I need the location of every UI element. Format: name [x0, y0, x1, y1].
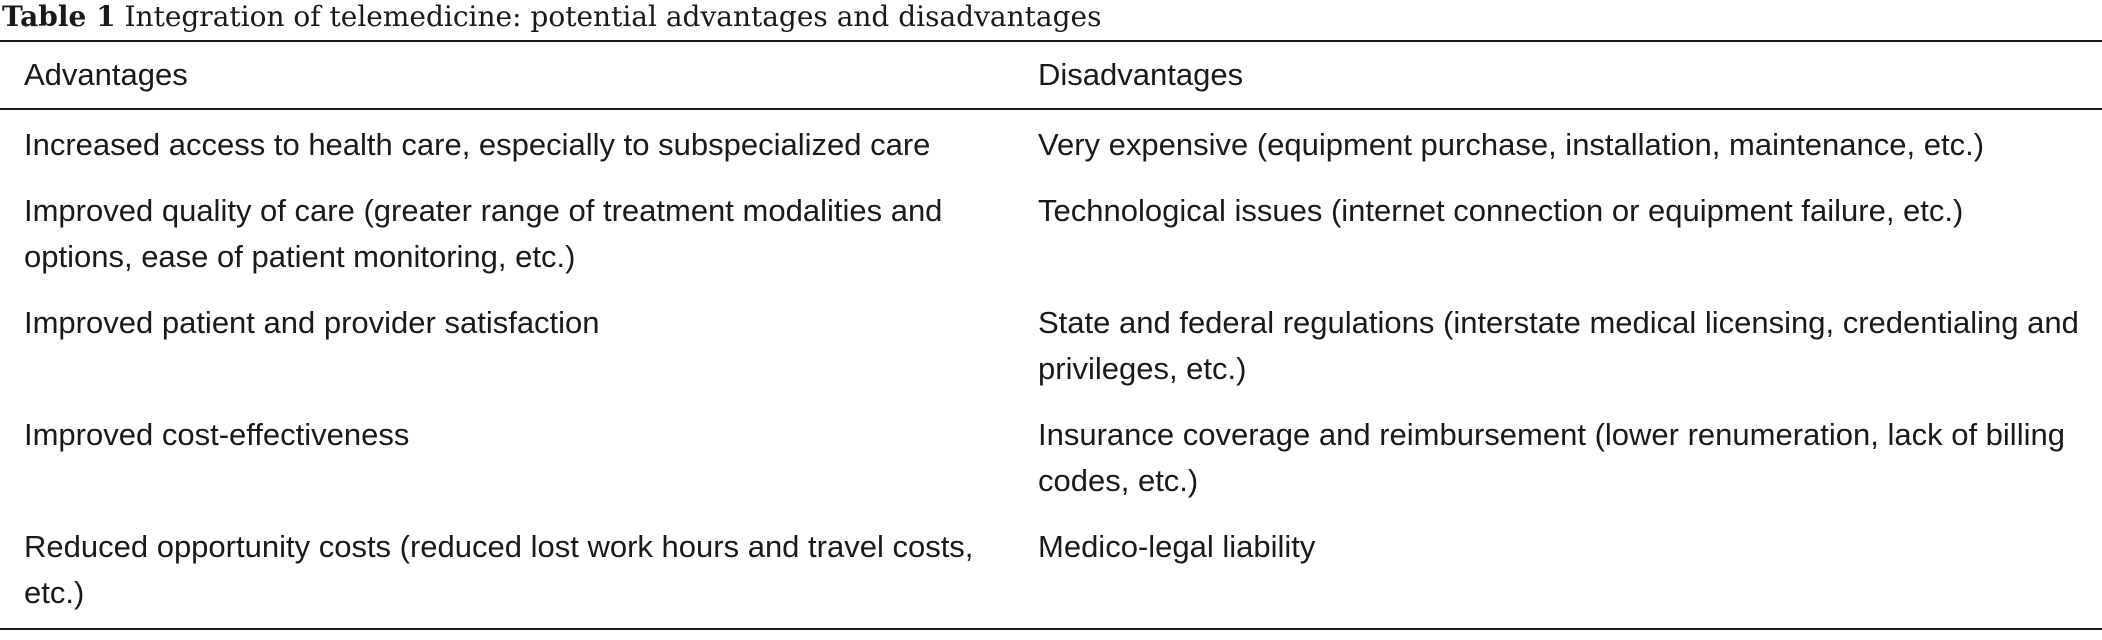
advantage-cell: Improved patient and provider satisfaction — [24, 305, 600, 340]
header-row — [0, 41, 2102, 109]
disadvantage-cell: Insurance coverage and reimbursement (lower renumeration, lack of billing codes, etc.) — [1038, 417, 2065, 498]
table-row — [0, 514, 2102, 629]
header-disadvantages: Disadvantages — [1038, 57, 1244, 92]
table-caption-title: Integration of telemedicine: potential advantages and disadvantages — [124, 0, 1102, 33]
advantage-cell: Reduced opportunity costs (reduced lost work hours and travel costs, etc.) — [24, 529, 974, 610]
disadvantage-cell: Technological issues (internet connection or equipment failure, etc.) — [1038, 193, 1964, 228]
advantage-cell: Improved quality of care (greater range of treatment modalities and options, ease of patient monitoring, etc.) — [24, 193, 943, 274]
advantage-cell: Increased access to health care, especially to subspecialized care — [24, 127, 931, 162]
disadvantage-cell: State and federal regulations (interstate medical licensing, credentialing and privileges, etc.) — [1038, 305, 2079, 386]
header-advantages: Advantages — [24, 57, 188, 92]
table-row — [0, 178, 2102, 290]
disadvantage-cell: Medico-legal liability — [1038, 529, 1316, 564]
table-row — [0, 402, 2102, 514]
table-caption — [0, 0, 2102, 40]
comparison-table — [0, 40, 2102, 630]
disadvantage-cell: Very expensive (equipment purchase, installation, maintenance, etc.) — [1038, 127, 1985, 162]
table-caption-label: Table 1 — [2, 0, 116, 33]
advantage-cell: Improved cost-effectiveness — [24, 417, 410, 452]
table-row — [0, 109, 2102, 178]
table-row — [0, 290, 2102, 402]
